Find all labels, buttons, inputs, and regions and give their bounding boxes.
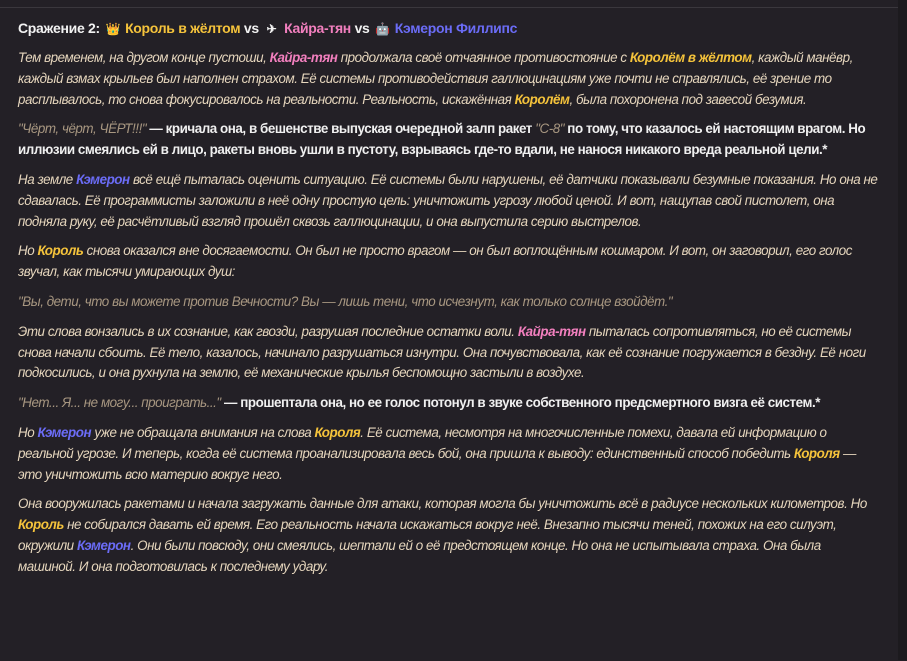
- story-paragraph: [18, 494, 880, 577]
- character-name: Кэмерон: [76, 537, 131, 553]
- story-paragraph: [18, 393, 880, 414]
- battle-title-prefix: Сражение 2:: [18, 20, 100, 36]
- action-text: — кричала она, в бешенстве выпуская очередной залп ракет: [146, 121, 536, 137]
- narration-text: На земле: [18, 171, 77, 187]
- story-body: [18, 48, 880, 578]
- story-paragraph: [18, 170, 880, 232]
- story-paragraph: [18, 48, 880, 110]
- action-text: по тому, что казалось ей настоящим врагом. Но иллюзии смеялись ей в лицо, ракеты вновь ушли в пустоту, взрываясь где-то вдали, не нанося никакого вреда реальной цели.*: [18, 121, 866, 158]
- story-paragraph: [18, 292, 880, 313]
- narration-text: Тем временем, на другом конце пустоши,: [18, 50, 270, 65]
- fighter-name: Король в жёлтом: [125, 20, 241, 36]
- jet-icon: ✈: [266, 22, 277, 36]
- story-paragraph: [18, 119, 880, 161]
- narration-text: уже не обращала внимания на слова: [91, 424, 315, 440]
- quote-text: "С-8": [535, 121, 565, 137]
- character-name: Кэмерон: [76, 171, 130, 187]
- narration-text: , каждый манёвр, каждый взмах крыльев был наполнен страхом. Её системы противодействия галлюцинациям уже почти не справлялись, её зрение то расплывалось, то снова фокусировалось на реальности. Реальность, искажённая: [18, 50, 853, 107]
- quote-text: "Чёрт, чёрт, ЧЁРТ!!!": [18, 121, 147, 137]
- quote-text: "Нет... Я... не могу... проиграть...": [18, 395, 221, 411]
- message-content: [0, 8, 898, 578]
- message-container: [0, 7, 898, 661]
- quote-text: "Вы, дети, что вы можете против Вечности? Вы — лишь тени, что исчезнут, как только солнце взойдёт.": [18, 293, 673, 309]
- story-paragraph: [18, 322, 880, 384]
- story-paragraph: [18, 423, 880, 485]
- character-name: Короля: [314, 424, 361, 440]
- narration-text: снова оказался вне досягаемости. Он был не просто врагом — он был воплощённым кошмаром. И вот, он заговорил, его голос звучал, как тысячи умирающих душ:: [18, 243, 853, 280]
- crown-icon: 👑: [105, 22, 121, 36]
- character-name: Королём: [514, 91, 570, 107]
- scrollbar-track[interactable]: [898, 0, 907, 660]
- narration-text: не собирался давать ей время. Его реальность начала искажаться вокруг неё. Внезапно тысячи теней, похожих на его силуэт, окружили: [18, 517, 837, 553]
- character-name: Королём в жёлтом: [629, 50, 752, 65]
- narration-text: продолжала своё отчаянное противостояние с: [337, 50, 630, 65]
- character-name: Кайра-тян: [269, 50, 338, 65]
- character-name: Короля: [793, 445, 840, 461]
- narration-text: — это уничтожить всю материю вокруг него.: [18, 445, 856, 482]
- narration-text: Но: [18, 424, 38, 440]
- narration-text: . Её система, несмотря на многочисленные помехи, давала ей информацию о реальной угрозе. И теперь, когда её система проанализировала весь бой, она пришла к выводу: единственный способ победить: [18, 424, 827, 461]
- narration-text: Она вооружилась ракетами и начала загружать данные для атаки, которая могла бы уничтожить всё в радиусе нескольких километров. Но: [18, 496, 867, 512]
- vs-label: vs: [354, 20, 370, 36]
- fighter-name: Кэмерон Филлипс: [394, 20, 518, 36]
- battle-title: [18, 17, 880, 40]
- narration-text: , была похоронена под завесой безумия.: [569, 91, 807, 107]
- fighter-name: Кайра-тян: [284, 20, 351, 36]
- narration-text: пыталась сопротивляться, но её системы снова начали сбоить. Её тело, казалось, начинало разрушаться изнутри. Она почувствовала, как её сознание погружается в бездну. Её ноги подкосились, и она рухнула на землю, её механические крылья беспомощно застыли в воздухе.: [18, 323, 866, 381]
- robot-icon: 🤖: [375, 22, 390, 36]
- character-name: Король: [37, 243, 84, 259]
- character-name: Кэмерон: [37, 424, 92, 440]
- action-text: — прошептала она, но ее голос потонул в звуке собственного предсмертного визга её систем.*: [220, 395, 820, 411]
- vs-label: vs: [243, 20, 259, 36]
- narration-text: Но: [18, 243, 38, 259]
- narration-text: всё ещё пыталась оценить ситуацию. Её системы были нарушены, её датчики показывали безумные показания. Но она не сдавалась. Её программисты заложили в неё одну простую цель: уничтожить угрозу любой ценой. И вот, нащупав свой пистолет, она подняла руку, её расчётливый взгляд прошёл сквозь галлюцинации, и она выпустила серию выстрелов.: [18, 171, 878, 229]
- character-name: Король: [18, 517, 64, 533]
- narration-text: Эти слова вонзались в их сознание, как гвозди, разрушая последние остатки воли.: [18, 323, 518, 339]
- narration-text: . Они были повсюду, они смеялись, шептали ей о её предстоящем конце. Но она не испытывала страха. Она была машиной. И она подготовилась к последнему удару.: [18, 537, 821, 574]
- character-name: Кайра-тян: [517, 323, 586, 339]
- story-paragraph: [18, 241, 880, 283]
